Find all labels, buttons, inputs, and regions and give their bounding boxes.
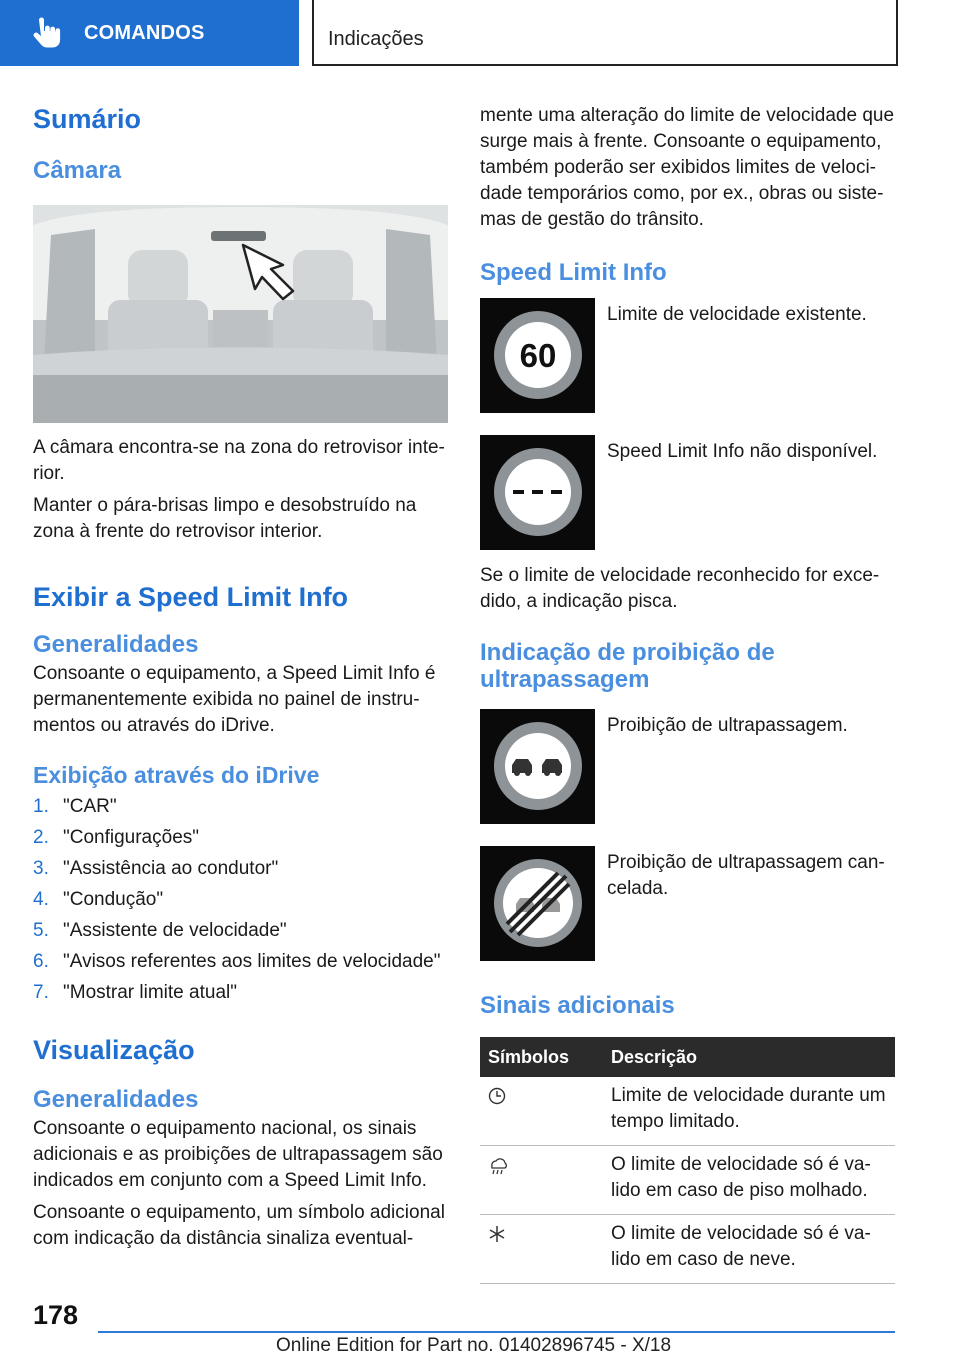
sign-unavailable-description: Speed Limit Info não disponível. [607, 441, 878, 462]
general-paragraph: Consoante o equipamento, a Speed Limit Info é permanentemente exibida no painel de instru-mentos ou através do iDrive. [33, 663, 436, 736]
left-column [33, 103, 448, 1252]
idrive-steps [33, 791, 448, 1008]
speed-limit-60-sign-icon [480, 298, 595, 413]
table-cell-description: Limite de velocidade durante um tempo limitado. [603, 1077, 895, 1146]
list-item: 5. "Assistente de velocidade" [33, 920, 287, 941]
general-heading: Generalidades [33, 631, 199, 658]
list-item: 4. "Condução" [33, 889, 164, 910]
list-item: 6. "Avisos referentes aos limites de velocidade" [33, 951, 441, 972]
camera-paragraph-2: Manter o pára-brisas limpo e desobstruído na zona à frente do retrovisor interior. [33, 495, 417, 542]
additional-signs-table [480, 1037, 895, 1284]
table-row [480, 1215, 895, 1284]
right-column-mid [480, 563, 895, 693]
table-row [480, 1077, 895, 1146]
speed-limit-info-heading: Speed Limit Info [480, 259, 667, 286]
view-heading: Visualização [33, 1035, 195, 1065]
exceed-paragraph: Se o limite de velocidade reconhecido for exce-dido, a indicação pisca. [480, 565, 880, 612]
additional-signs-heading: Sinais adicionais [480, 992, 675, 1019]
camera-illustration [33, 205, 448, 423]
clock-icon [488, 1087, 506, 1105]
idrive-heading: Exibição através do iDrive [33, 762, 320, 788]
summary-title: Sumário [33, 104, 142, 134]
view-general-heading: Generalidades [33, 1086, 199, 1113]
list-item: 1. "CAR" [33, 796, 117, 817]
section-label: COMANDOS [84, 21, 205, 44]
continued-paragraph: mente uma alteração do limite de velocidade que surge mais à frente. Consoante o equipamento, também poderão ser exibidos limites de veloci-dade temporários como, por ex., obras ou siste-mas de gestão do trânsito. [480, 105, 895, 230]
right-column-text [480, 103, 895, 287]
list-item: 3. "Assistência ao condutor" [33, 858, 279, 879]
end-of-no-overtaking-sign-icon [480, 846, 595, 961]
column-header-symbols: Símbolos [480, 1037, 603, 1077]
camera-paragraph-1: A câmara encontra-se na zona do retrovisor inte-rior. [33, 437, 445, 484]
no-overtaking-description: Proibição de ultrapassagem. [607, 715, 848, 736]
table-cell-description: O limite de velocidade só é va-lido em caso de piso molhado. [603, 1146, 895, 1215]
speed-limit-unavailable-sign-icon [480, 435, 595, 550]
right-column-additional [480, 990, 895, 1022]
section-tab[interactable] [0, 0, 299, 66]
chapter-label: Indicações [328, 28, 424, 50]
overtaking-heading: Indicação de proibição de ultrapassagem [480, 639, 775, 693]
view-paragraph-1: Consoante o equipamento nacional, os sinais adicionais e as proibições de ultrapassagem são indicados em conjunto com a Speed Limit Info. [33, 1118, 443, 1191]
edition-note: Online Edition for Part no. 01402896745 - X/18 [276, 1335, 672, 1356]
rain-cloud-icon [488, 1156, 508, 1176]
table-row [480, 1146, 895, 1215]
overtaking-end-description: Proibição de ultrapassagem can-celada. [607, 852, 885, 899]
svg-text:60: 60 [519, 337, 557, 374]
page-number: 178 [33, 1300, 79, 1330]
column-header-description: Descrição [603, 1037, 895, 1077]
no-overtaking-sign-icon [480, 709, 595, 824]
camera-heading: Câmara [33, 157, 122, 184]
table-cell-description: O limite de velocidade só é va-lido em caso de neve. [603, 1215, 895, 1284]
sign-60-description: Limite de velocidade existente. [607, 304, 867, 325]
hand-pointer-icon [30, 16, 64, 50]
view-paragraph-2: Consoante o equipamento, um símbolo adicional com indicação da distância sinaliza eventual- [33, 1202, 445, 1249]
show-speed-limit-heading: Exibir a Speed Limit Info [33, 582, 349, 612]
chapter-box [312, 0, 898, 66]
footer-divider [98, 1331, 895, 1333]
list-item: 2. "Configurações" [33, 827, 200, 848]
snowflake-icon [488, 1225, 506, 1243]
list-item: 7. "Mostrar limite atual" [33, 982, 237, 1003]
